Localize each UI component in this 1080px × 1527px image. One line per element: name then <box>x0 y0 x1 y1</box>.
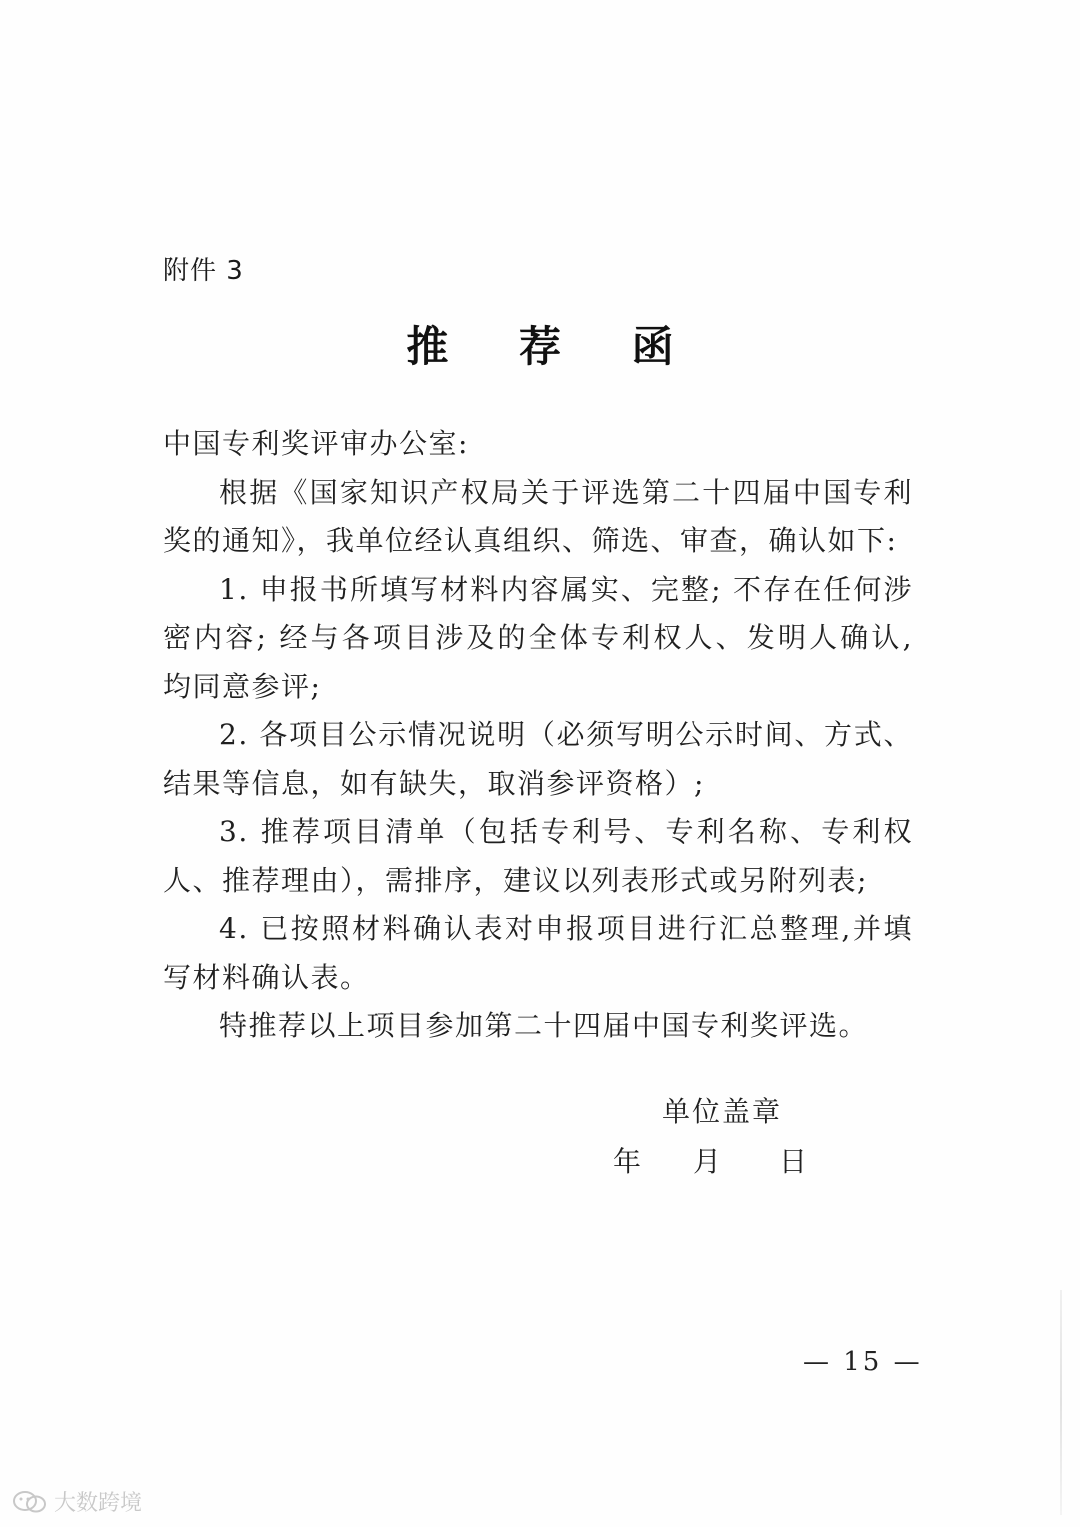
paragraph-item-1: 1. 申报书所填写材料内容属实、完整; 不存在任何涉密内容; 经与各项目涉及的全体专利权人、发明人确认, 均同意参评; <box>163 572 913 703</box>
paragraph-item-2: 2. 各项目公示情况说明（必须写明公示时间、方式、结果等信息，如有缺失，取消参评资格）; <box>163 718 913 800</box>
paragraph-item-3: 3. 推荐项目清单（包括专利号、专利名称、专利权人、推荐理由），需排序，建议以列表形式或另附列表; <box>163 815 913 897</box>
paragraph-item-4: 4. 已按照材料确认表对申报项目进行汇总整理,并填写材料确认表。 <box>163 912 913 994</box>
watermark <box>12 1486 142 1517</box>
page-number: — 15 — <box>803 1347 923 1377</box>
attachment-label: 附件 3 <box>163 256 244 286</box>
scan-edge-mark <box>1060 1290 1062 1515</box>
wechat-like-logo-icon <box>12 1489 48 1515</box>
date-line <box>613 1140 807 1180</box>
date-day-label: 日 <box>779 1145 808 1178</box>
watermark-text: 大数跨境 <box>54 1491 143 1516</box>
letter-body <box>163 420 913 1051</box>
document-title: 推 荐 函 <box>406 322 702 371</box>
date-month-label: 月 <box>693 1145 722 1178</box>
date-year-label: 年 <box>613 1145 642 1178</box>
salutation: 中国专利奖评审办公室: <box>163 427 469 460</box>
paragraph-intro: 根据《国家知识产权局关于评选第二十四届中国专利奖的通知》，我单位经认真组织、筛选、审查，确认如下: <box>163 475 913 557</box>
seal-label: 单位盖章 <box>662 1095 783 1128</box>
paragraph-closing: 特推荐以上项目参加第二十四届中国专利奖评选。 <box>219 1009 869 1042</box>
